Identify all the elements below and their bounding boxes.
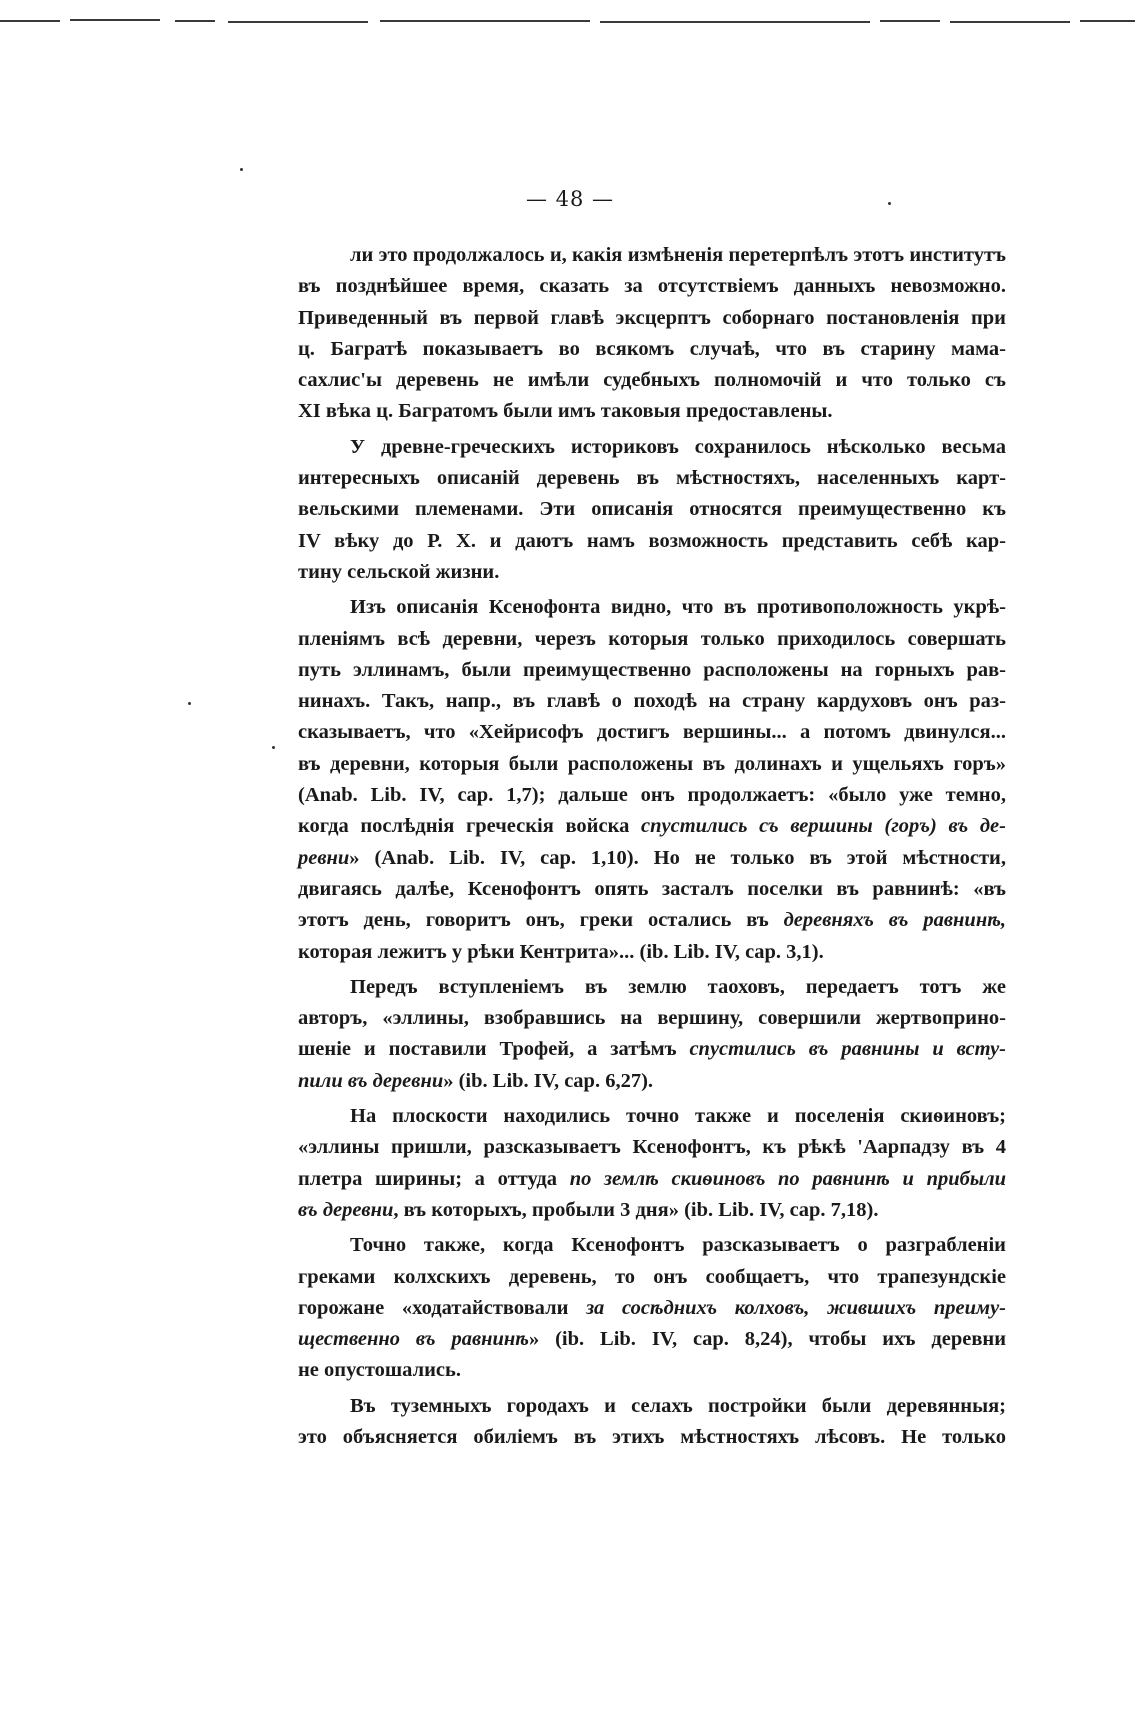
italic-run: щественно въ равнинѣ (298, 1328, 529, 1351)
paragraph (298, 592, 1006, 968)
paragraph (298, 432, 1006, 588)
text-line (298, 624, 1006, 655)
text-run: IV вѣку до Р. Х. и даютъ намъ возможность представить себѣ кар- (298, 529, 1006, 552)
text-line (298, 463, 1006, 494)
italic-run: спустились въ равнины и всту- (689, 1038, 1006, 1061)
text-line (298, 1003, 1006, 1034)
text-run: , въ которыхъ, пробыли 3 дня» (ib. Lib. IV, cap. 7,18). (393, 1198, 879, 1221)
text-run: » (ib. Lib. IV, cap. 8,24), чтобы ихъ деревни (528, 1328, 1007, 1351)
text-run: это объясняется обиліемъ въ этихъ мѣстностяхъ лѣсовъ. Не только (298, 1425, 1006, 1448)
text-line (298, 303, 1006, 334)
text-line (298, 780, 1006, 811)
text-line (298, 1262, 1006, 1293)
text-line (298, 655, 1006, 686)
text-run: шеніе и поставили Трофей, а затѣмъ (298, 1038, 690, 1061)
paragraph (298, 1101, 1006, 1226)
text-run: сахлис'ы деревень не имѣли судебныхъ полномочій и что только съ (298, 369, 1006, 392)
text-run: На плоскости находились точно также и поселенія скиѳиновъ; (350, 1105, 1006, 1128)
text-run: » (ib. Lib. IV, cap. 6,27). (443, 1069, 654, 1092)
italic-run: по землѣ скиѳиновъ по равнинѣ и прибыли (569, 1167, 1006, 1190)
text-line (298, 432, 1006, 463)
text-run: Изъ описанія Ксенофонта видно, что въ противоположность укрѣ- (350, 596, 1006, 619)
text-line (298, 1422, 1006, 1453)
text-run: ц. Багратѣ показываетъ во всякомъ случаѣ, что въ старину мама- (298, 337, 1006, 360)
text-run: сказываетъ, что «Хейрисофъ достигъ вершины... а потомъ двинулся... (298, 721, 1006, 744)
text-run: вельскими племенами. Эти описанія относятся преимущественно къ (298, 498, 1006, 521)
text-line (298, 240, 1006, 271)
text-line (298, 843, 1006, 874)
text-line (298, 526, 1006, 557)
text-run: двигаясь далѣе, Ксенофонтъ опять засталъ поселки въ равнинѣ: «въ (298, 877, 1006, 900)
text-run: этотъ день, говоритъ онъ, греки остались въ (298, 909, 784, 932)
text-line (298, 717, 1006, 748)
text-run: въ деревни, которыя были расположены въ долинахъ и ущельяхъ горъ» (298, 752, 1006, 775)
text-line (298, 1391, 1006, 1422)
scan-speck (188, 702, 191, 705)
text-run: ли это продолжалось и, какія измѣненія перетерпѣлъ этотъ институтъ (350, 244, 1006, 266)
text-run: плетра ширины; а оттуда (298, 1167, 570, 1190)
italic-run: спустились съ вершины (горъ) въ де- (641, 815, 1006, 838)
text-line (298, 686, 1006, 717)
text-line (298, 1195, 1006, 1226)
text-line (298, 494, 1006, 525)
text-run: когда послѣднія греческія войска (298, 815, 641, 838)
text-line (298, 1230, 1006, 1261)
text-line (298, 811, 1006, 842)
text-line (298, 557, 1006, 588)
text-run: греками колхскихъ деревень, то онъ сообщаетъ, что трапезундскіе (298, 1265, 1006, 1288)
text-run: Передъ вступленіемъ въ землю таоховъ, передаетъ тотъ же (350, 975, 1006, 998)
text-run: пленіямъ всѣ деревни, черезъ которыя только приходилось совершать (298, 627, 1006, 650)
body-text (298, 240, 1006, 1457)
text-line (298, 396, 1006, 427)
text-line (298, 905, 1006, 936)
text-line (298, 1324, 1006, 1355)
page-number: — 48 — (525, 187, 615, 211)
text-run: путь эллинамъ, были преимущественно расположены на горныхъ рав- (298, 658, 1006, 681)
scan-speck (240, 168, 243, 171)
text-run: тину сельской жизни. (298, 560, 500, 583)
text-run: нинахъ. Такъ, напр., въ главѣ о походѣ на страну кардуховъ онъ раз- (298, 690, 1006, 713)
italic-run: ревни (298, 846, 350, 869)
text-run: Приведенный въ первой главѣ эксцерптъ соборнаго постановленія при (298, 306, 1006, 329)
text-line (298, 937, 1006, 968)
italic-run: за сосѣднихъ колховъ, жившихъ преиму- (586, 1296, 1006, 1319)
text-line (298, 365, 1006, 396)
text-line (298, 334, 1006, 365)
paragraph (298, 240, 1006, 428)
text-run: У древне-греческихъ историковъ сохранилось нѣсколько весьма (350, 435, 1006, 458)
text-run: » (Anab. Lib. IV, cap. 1,10). Но не только въ этой мѣстности, (349, 846, 1006, 869)
text-line (298, 749, 1006, 780)
text-line (298, 972, 1006, 1003)
scan-top-edge (0, 18, 1140, 24)
text-run: горожане «ходатайствовали (298, 1296, 587, 1319)
text-run: авторъ, «эллины, взобравшись на вершину, совершили жертвоприно- (298, 1007, 1006, 1030)
text-line (298, 1132, 1006, 1163)
text-line (298, 1066, 1006, 1097)
text-line (298, 1293, 1006, 1324)
text-line (298, 1034, 1006, 1065)
text-run: интересныхъ описаній деревень въ мѣстностяхъ, населенныхъ карт- (298, 467, 1006, 490)
paragraph (298, 1230, 1006, 1386)
italic-run: пили въ деревни (298, 1069, 444, 1092)
paragraph (298, 972, 1006, 1097)
text-run: Точно также, когда Ксенофонтъ разсказываетъ о разграбленіи (350, 1234, 1006, 1257)
text-line (298, 1164, 1006, 1195)
text-run: «эллины пришли, разсказываетъ Ксенофонтъ, къ рѣкѣ 'Аарпадзу въ 4 (298, 1136, 1006, 1159)
text-line (298, 874, 1006, 905)
text-line (298, 271, 1006, 302)
text-run: которая лежитъ у рѣки Кентрита»... (ib. Lib. IV, cap. 3,1). (298, 940, 824, 963)
italic-run: деревняхъ въ равнинѣ, (783, 909, 1006, 932)
text-line (298, 1101, 1006, 1132)
text-line (298, 1355, 1006, 1386)
text-run: (Anab. Lib. IV, cap. 1,7); дальше онъ продолжаетъ: «было уже темно, (298, 784, 1006, 807)
text-run: въ позднѣйшее время, сказать за отсутствіемъ данныхъ невозможно. (298, 275, 1006, 298)
text-run: XI вѣка ц. Багратомъ были имъ таковыя предоставлены. (298, 400, 833, 423)
paragraph (298, 1391, 1006, 1454)
scan-speck (272, 746, 275, 749)
text-line (298, 592, 1006, 623)
text-run: не опустошались. (298, 1359, 461, 1382)
italic-run: въ деревни (298, 1198, 394, 1221)
text-run: Въ туземныхъ городахъ и селахъ постройки были деревянныя; (350, 1394, 1006, 1417)
